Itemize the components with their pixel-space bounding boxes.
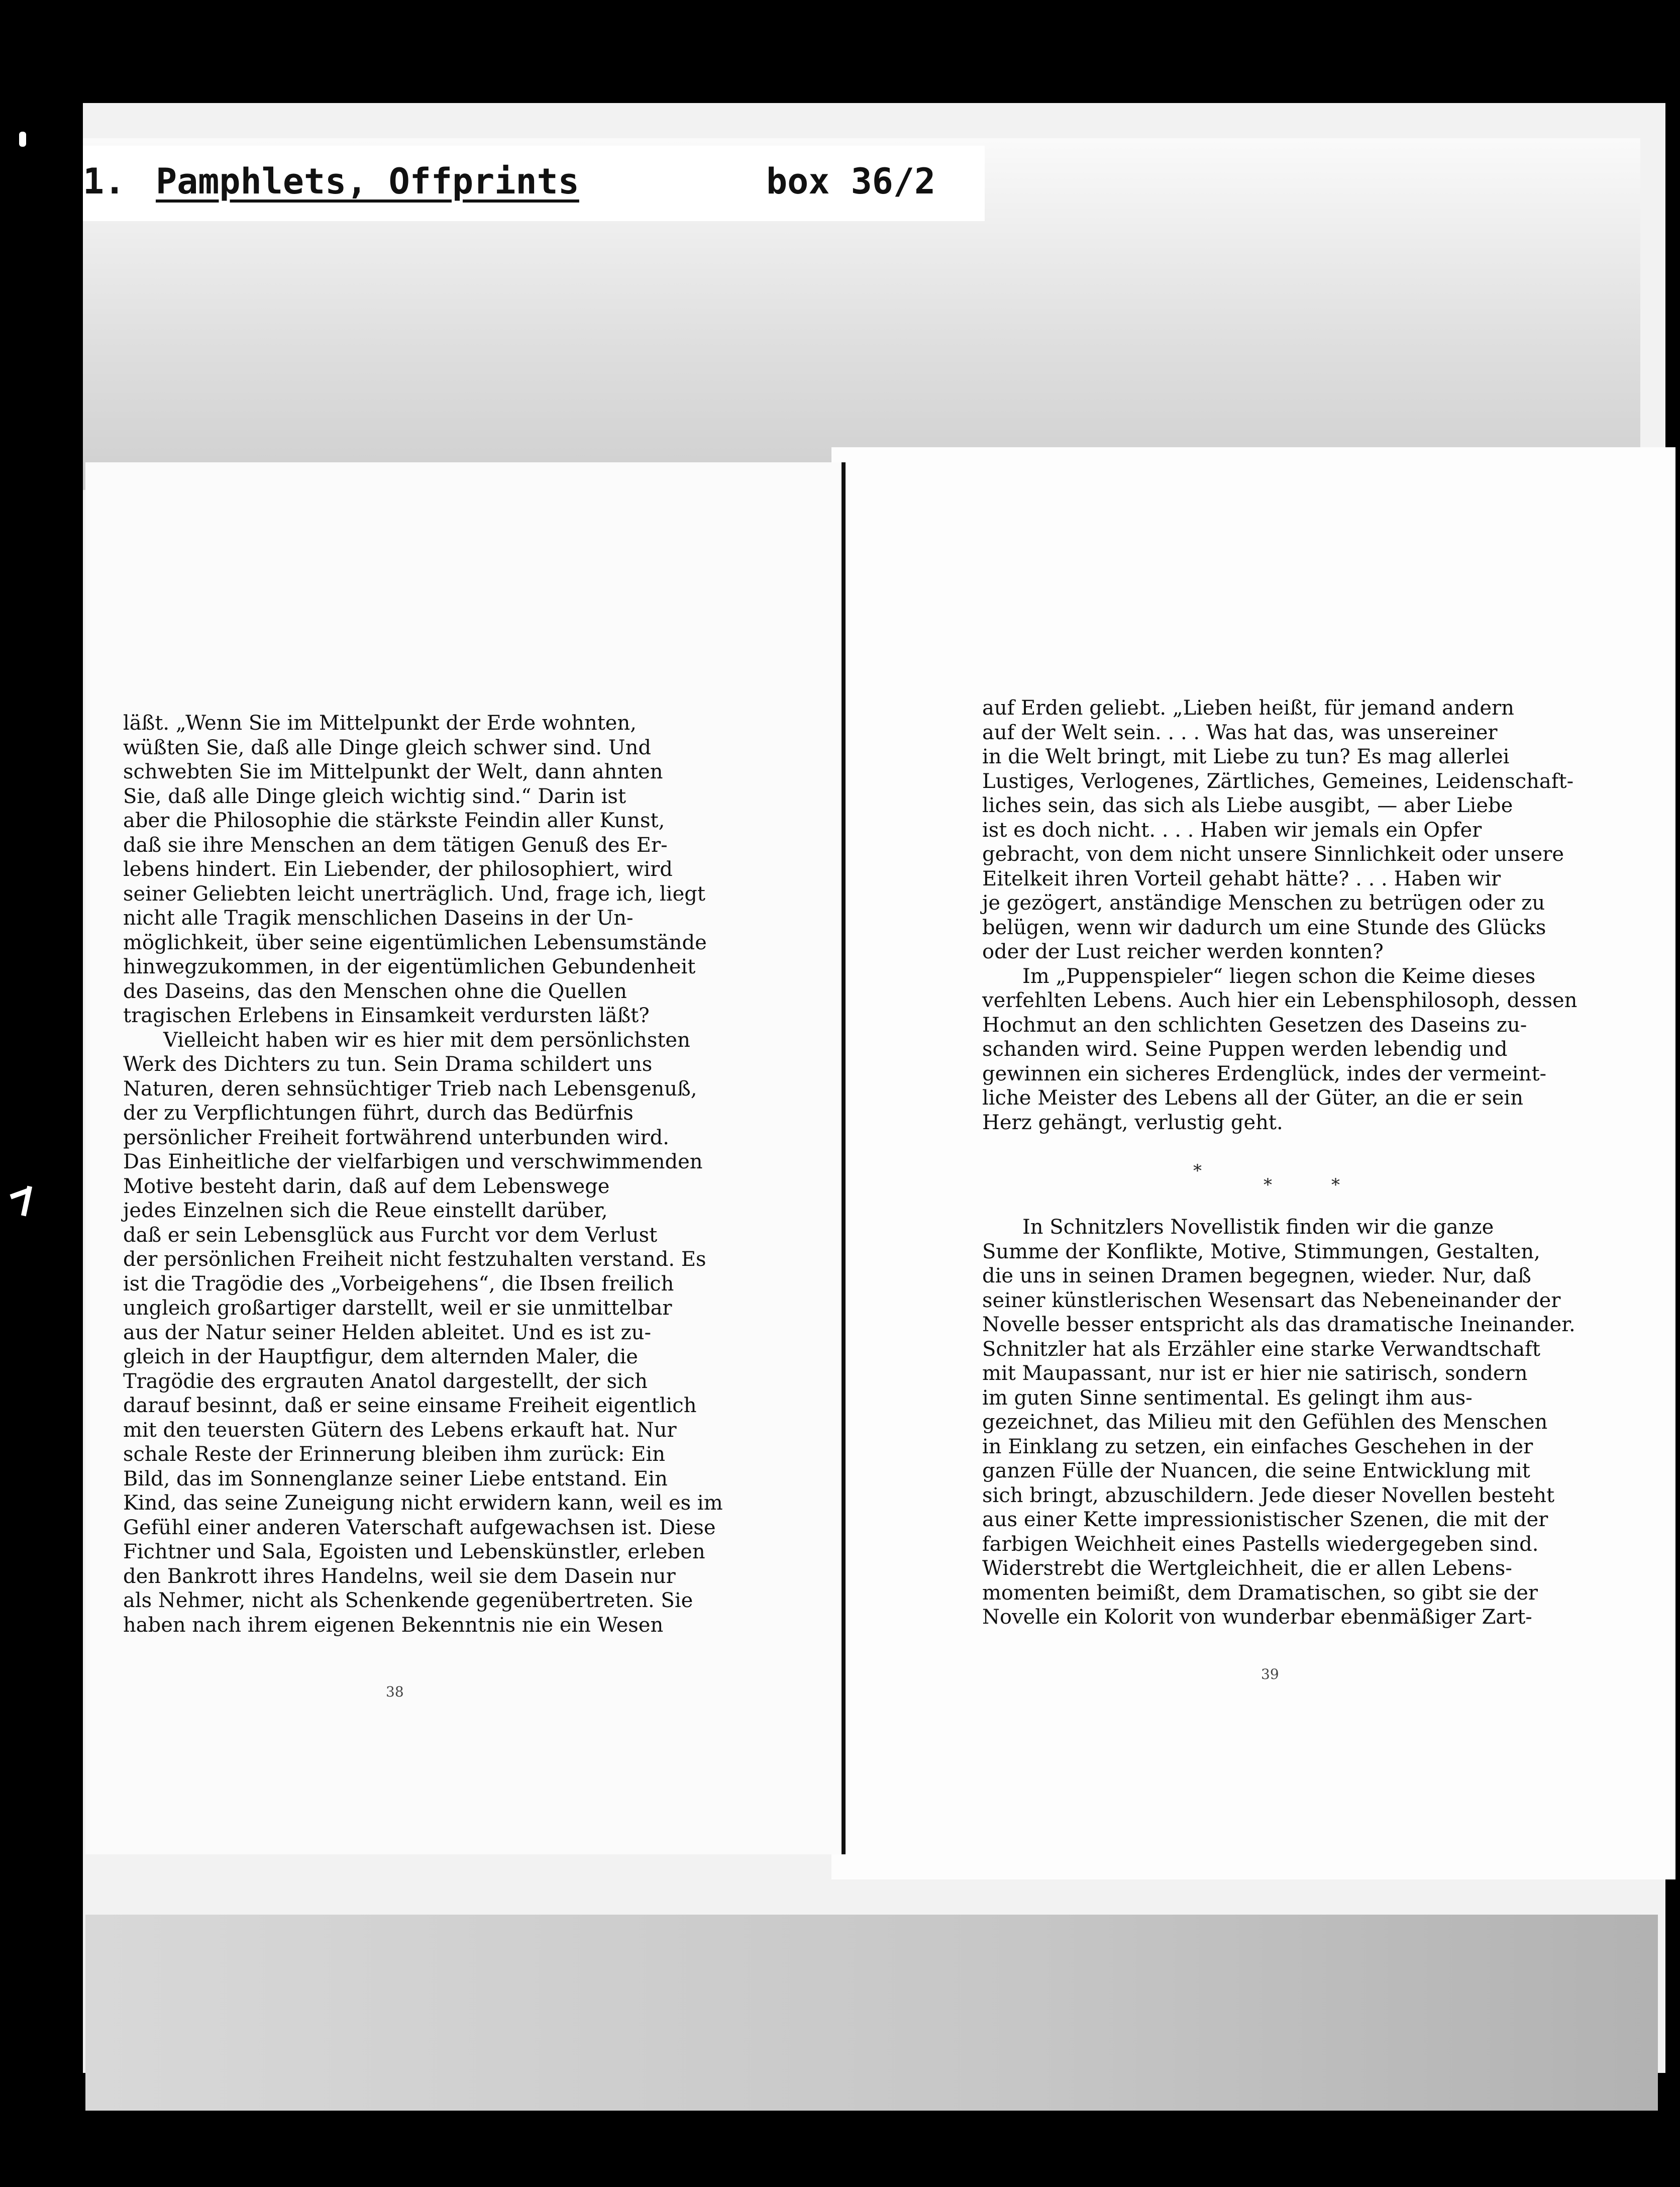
text-line: ungleich großartiger darstellt, weil er sie unmittelbar (123, 1297, 672, 1320)
text-line: haben nach ihrem eigenen Bekenntnis nie ein Wesen (123, 1613, 664, 1637)
text-line: hinwegzukommen, in der eigentümlichen Gebundenheit (123, 955, 696, 978)
text-line: ganzen Fülle der Nuancen, die seine Entwicklung mit (982, 1459, 1530, 1482)
text-line: Vielleicht haben wir es hier mit dem persönlichsten (163, 1028, 690, 1052)
text-line: schwebten Sie im Mittelpunkt der Welt, dann ahnten (123, 760, 663, 783)
label-number: 1. (83, 161, 126, 202)
left-page-text (123, 711, 723, 1637)
text-line: gezeichnet, das Milieu mit den Gefühlen des Menschen (982, 1411, 1548, 1434)
text-line: Gefühl einer anderen Vaterschaft aufgewachsen ist. Diese (123, 1516, 716, 1539)
text-line: verfehlten Lebens. Auch hier ein Lebensphilosoph, dessen (982, 989, 1578, 1012)
text-line: auf Erden geliebt. „Lieben heißt, für jemand andern (982, 697, 1514, 720)
text-line: mit Maupassant, nur ist er hier nie satirisch, sondern (982, 1362, 1528, 1385)
text-line: gebracht, von dem nicht unsere Sinnlichkeit oder unsere (982, 843, 1564, 866)
text-line: Novelle besser entspricht als das dramatische Ineinander. (982, 1313, 1576, 1336)
text-line: Das Einheitliche der vielfarbigen und verschwimmenden (123, 1150, 703, 1173)
text-line: darauf besinnt, daß er seine einsame Freiheit eigentlich (123, 1394, 697, 1417)
text-line: Motive besteht darin, daß auf dem Lebenswege (123, 1174, 610, 1198)
text-line: farbigen Weichheit eines Pastells wiedergegeben sind. (982, 1532, 1539, 1556)
margin-mark (19, 132, 26, 147)
text-line: Summe der Konflikte, Motive, Stimmungen, Gestalten, (982, 1240, 1540, 1263)
text-line: aber die Philosophie die stärkste Feindin aller Kunst, (123, 809, 665, 832)
text-line: in die Welt bringt, mit Liebe zu tun? Es mag allerlei (982, 745, 1510, 768)
page-number: 38 (386, 1683, 404, 1700)
text-line: Fichtner und Sala, Egoisten und Lebenskünstler, erleben (123, 1540, 705, 1563)
text-line: lebens hindert. Ein Liebender, der philosophiert, wird (123, 858, 673, 881)
text-line: nicht alle Tragik menschlichen Daseins in der Un- (123, 907, 634, 930)
text-line: wüßten Sie, daß alle Dinge gleich schwer sind. Und (123, 736, 651, 759)
text-line: Naturen, deren sehnsüchtiger Trieb nach Lebensgenuß, (123, 1077, 697, 1101)
archive-label (83, 146, 985, 221)
text-line: liche Meister des Lebens all der Güter, an die er sein (982, 1086, 1523, 1110)
text-line: seiner künstlerischen Wesensart das Nebeneinander der (982, 1288, 1561, 1312)
text-line: je gezögert, anständige Menschen zu betrügen oder zu (982, 891, 1545, 915)
text-line: die uns in seinen Dramen begegnen, wieder. Nur, daß (982, 1264, 1531, 1287)
text-line: den Bankrott ihres Handelns, weil sie dem Dasein nur (123, 1564, 676, 1588)
text-line: Tragödie des ergrauten Anatol dargestellt, der sich (123, 1369, 648, 1393)
text-line: seiner Geliebten leicht unerträglich. Und, frage ich, liegt (123, 882, 705, 906)
page-number: 39 (1261, 1666, 1279, 1682)
text-line: gewinnen ein sicheres Erdenglück, indes der vermeint- (982, 1062, 1547, 1085)
text-line: Herz gehängt, verlustig geht. (982, 1111, 1283, 1134)
section-asterisk: * (1264, 1175, 1272, 1195)
text-line: aus einer Kette impressionistischer Szenen, die mit der (982, 1508, 1548, 1531)
label-title: Pamphlets, Offprints (156, 161, 579, 202)
text-line: jedes Einzelnen sich die Reue einstellt darüber, (123, 1199, 608, 1222)
text-line: Eitelkeit ihren Vorteil gehabt hätte? . . . Haben wir (982, 867, 1501, 890)
text-line: der zu Verpflichtungen führt, durch das Bedürfnis (123, 1102, 634, 1125)
text-line: persönlicher Freiheit fortwährend unterbunden wird. (123, 1126, 669, 1149)
text-line: sich bringt, abzuschildern. Jede dieser Novellen besteht (982, 1483, 1555, 1507)
text-line: Bild, das im Sonnenglanze seiner Liebe entstand. Ein (123, 1467, 668, 1490)
text-line: der persönlichen Freiheit nicht festzuhalten verstand. Es (123, 1248, 706, 1271)
text-line: schanden wird. Seine Puppen werden lebendig und (982, 1038, 1508, 1061)
text-line: Sie, daß alle Dinge gleich wichtig sind.“ Darin ist (123, 784, 626, 808)
text-line: als Nehmer, nicht als Schenkende gegenübertreten. Sie (123, 1589, 693, 1612)
text-line: daß sie ihre Menschen an dem tätigen Genuß des Er- (123, 833, 668, 857)
text-line: Widerstrebt die Wertgleichheit, die er allen Lebens- (982, 1557, 1512, 1580)
text-line: daß er sein Lebensglück aus Furcht vor dem Verlust (123, 1223, 658, 1247)
text-line: tragischen Erlebens in Einsamkeit verdursten läßt? (123, 1004, 650, 1027)
right-page-text-top (982, 696, 1578, 1135)
text-line: im guten Sinne sentimental. Es gelingt ihm aus- (982, 1386, 1473, 1410)
text-line: schale Reste der Erinnerung bleiben ihm zurück: Ein (123, 1443, 666, 1466)
text-line: Werk des Dichters zu tun. Sein Drama schildert uns (123, 1053, 653, 1076)
label-box: box 36/2 (766, 161, 936, 202)
text-line: belügen, wenn wir dadurch um eine Stunde des Glücks (982, 916, 1546, 939)
text-line: des Daseins, das den Menschen ohne die Quellen (123, 979, 627, 1003)
text-line: Im „Puppenspieler“ liegen schon die Keime dieses (1022, 964, 1536, 988)
text-line: läßt. „Wenn Sie im Mittelpunkt der Erde wohnten, (123, 712, 637, 735)
text-line: Hochmut an den schlichten Gesetzen des Daseins zu- (982, 1013, 1527, 1037)
right-page (831, 447, 1675, 1879)
text-line: auf der Welt sein. . . . Was hat das, was unsereiner (982, 721, 1498, 744)
right-page-text-bottom (982, 1215, 1576, 1630)
text-line: aus der Natur seiner Helden ableitet. Und es ist zu- (123, 1321, 651, 1344)
text-line: mit den teuersten Gütern des Lebens erkauft hat. Nur (123, 1418, 677, 1442)
section-asterisk: * (1331, 1175, 1340, 1195)
text-line: In Schnitzlers Novellistik finden wir die ganze (1022, 1216, 1494, 1239)
text-line: in Einklang zu setzen, ein einfaches Geschehen in der (982, 1435, 1533, 1458)
text-line: momenten beimißt, dem Dramatischen, so gibt sie der (982, 1581, 1538, 1605)
text-line: Novelle ein Kolorit von wunderbar ebenmäßiger Zart- (982, 1606, 1532, 1629)
text-line: Lustiges, Verlogenes, Zärtliches, Gemeines, Leidenschaft- (982, 769, 1574, 793)
section-asterisk: * (1193, 1161, 1202, 1181)
text-line: Kind, das seine Zuneigung nicht erwidern kann, weil es im (123, 1492, 723, 1515)
text-line: ist die Tragödie des „Vorbeigehens“, die Ibsen freilich (123, 1272, 674, 1296)
text-line: gleich in der Hauptfigur, dem alternden Maler, die (123, 1345, 638, 1368)
bottom-strip (85, 1915, 1658, 2111)
text-line: liches sein, das sich als Liebe ausgibt, — aber Liebe (982, 794, 1513, 817)
text-line: möglichkeit, über seine eigentümlichen Lebensumstände (123, 931, 707, 954)
text-line: ist es doch nicht. . . . Haben wir jemals ein Opfer (982, 818, 1482, 842)
text-line: oder der Lust reicher werden konnten? (982, 940, 1384, 963)
text-line: Schnitzler hat als Erzähler eine starke Verwandtschaft (982, 1337, 1540, 1361)
